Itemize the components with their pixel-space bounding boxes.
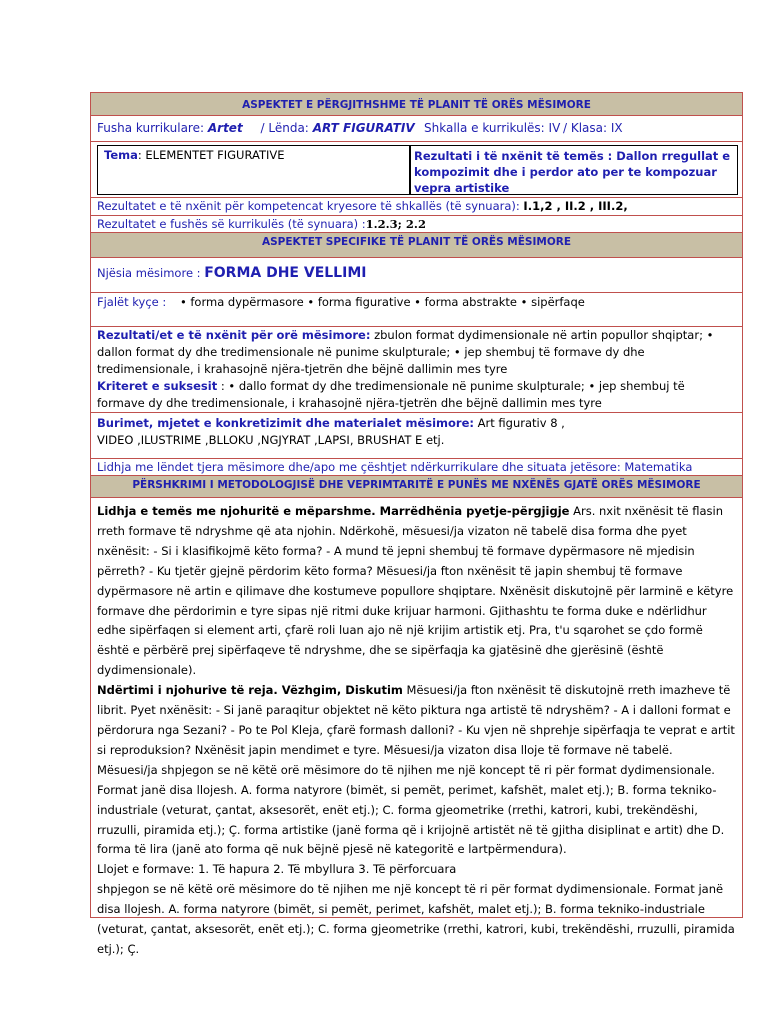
methodology-paragraph-text: Mësuesi/ja fton nxënësit të diskutojnë rreth imazheve të librit. Pyet nxënësit: - Si janë paraqitur objektet në këto piktura nga artistë të ndryshëm? - A i dalloni format e përdorura nga Sezani? - Po te Pol Kleja, çfarë formash dalloni? - Ku vjen në shprehje sipërfaqja te veprat e artit si reproduksion? Nxënësit japin mendimet e tyre. Mësuesi/ja vizaton disa lloje të formave në tabelë. Mësuesi/ja shpjegon se në këtë orë mësimore do të njihen me një koncept të ri për format dydimensionale. Format janë disa llojesh. A. forma natyrore (bimët, si pemët, perimet, kafshët, malet etj.); B. forma tekniko-industriale (veturat, çantat, aksesorët, enët etj.); C. forma gjeometrike (rrethi, katrori, kubi, trekëndëshi, rruzulli, piramida etj.); Ç. forma artistike (janë forma që i krijojnë artistët në të gjitha disiplinat e artit) dhe D. forma të lira (janë ato forma që nuk bëjnë pjesë në kategoritë e lartpërmendura). <box>97 683 735 857</box>
resources-label: Burimet, mjetet e konkretizimit dhe materialet mësimore: <box>97 416 474 430</box>
keywords-label: Fjalët kyçe : <box>97 295 167 309</box>
resources-list: VIDEO ,ILUSTRIME ,BLLOKU ,NGJYRAT ,LAPSI, BRUSHAT E etj. <box>97 433 445 447</box>
topic-outcome-box <box>409 145 738 195</box>
unit-row <box>90 258 743 293</box>
topic-outcome: Rezultati i të nxënit të temës : Dallon rregullat e kompozimit dhe i perdor ato per te kompozuar vepra artistike <box>414 149 731 195</box>
subject-label: / Lënda: <box>260 121 309 135</box>
keywords-value: • forma dypërmasore • forma figurative • forma abstrakte • sipërfaqe <box>179 295 585 309</box>
keywords-row <box>90 293 743 327</box>
methodology-paragraph: Llojet e formave: 1. Të hapura 2. Të mbyllura 3. Të përforcuara <box>97 862 457 877</box>
resources-value: Art figurativ 8 , <box>474 416 565 430</box>
topic-row <box>90 142 743 198</box>
curriculum-level: Shkalla e kurrikulës: IV <box>424 121 561 135</box>
methodology-paragraph-heading: Ndërtimi i njohurive të reja. Vëzhgim, Diskutim <box>97 683 403 698</box>
methodology-paragraph-text: Ars. nxit nxënësit të flasin rreth formave të ndryshme që ata njohin. Ndërkohë, mësuesi/ja vizaton në tabelë disa forma dhe pyet nxënësit: - Si i klasifikojmë këto forma? - A mund të jepni shembuj të formave dypërmasore në mjedisin përreth? - Ku tjetër gjejnë përdorim këto forma? Mësuesi/ja fton nxënësit të japin shembuj të formave dypërmasore në artin e qilimave dhe kostumeve popullore shqiptare. Nxënësit diskutojnë për larminë e këtyre formave dhe përdorimin e tyre sipas një ritmi duke krijuar harmoni. Gjithashtu te forma duke e ndërlidhur edhe sipërfaqen si element arti, çfarë roli luan ajo në një krijim artistik etj. Pra, t'u sqarohet se çdo formë është e përbërë prej sipërfaqeve të ndryshme, dhe se sipërfaqja ka gjatësinë dhe gjerësinë (është dydimensionale). <box>97 504 734 678</box>
unit-label: Njësia mësimore : <box>97 266 201 280</box>
lesson-outcomes-value: zbulon format dydimensionale në artin popullor shqiptar; • dallon format dy dhe tredimensionale në punime skulpturale; • jep shembuj të formave dy dhe tredimensionale, i krahasojnë njëra-tjetrën dhe bëjnë dallimin mes tyre <box>97 328 714 376</box>
unit-value: FORMA DHE VELLIMI <box>204 265 367 281</box>
general-aspects-title: ASPEKTET E PËRGJITHSHME TË PLANIT TË ORËS MËSIMORE <box>242 99 591 111</box>
methodology-paragraph-heading: Lidhja e temës me njohuritë e mëparshme. Marrëdhënia pyetje-përgjigje <box>97 504 570 518</box>
field-label: Fusha kurrikulare: <box>97 121 205 135</box>
field-outcomes-value: 1.2.3; 2.2 <box>365 217 426 231</box>
field-value: Artet <box>207 121 243 135</box>
lesson-plan-document <box>90 92 743 956</box>
lesson-outcomes-label: Rezultati/et e të nxënit për orë mësimore: <box>97 328 371 342</box>
success-criteria-label: Kriteret e suksesit <box>97 379 218 393</box>
topic-label: Tema <box>104 148 138 162</box>
resources-row <box>90 413 743 459</box>
methodology-paragraph <box>97 502 736 681</box>
key-competences-label: Rezultatet e të nxënit për kompetencat kryesore të shkallës (të synuara): <box>97 199 520 213</box>
methodology-paragraph <box>97 681 736 860</box>
general-aspects-header <box>90 92 743 116</box>
subject-value: ART FIGURATIV <box>312 121 415 135</box>
methodology-title: PËRSHKRIMI I METODOLOGJISË DHE VEPRIMTARITË E PUNËS ME NXËNËS GJATË ORËS MËSIMORE <box>132 479 701 491</box>
class-level: / Klasa: IX <box>563 121 623 135</box>
specific-aspects-header <box>90 233 743 258</box>
cross-curricular-text: Lidhja me lëndet tjera mësimore dhe/apo me çështjet ndërkurrikulare dhe situata jetësore: Matematika <box>97 460 693 474</box>
lesson-outcomes-row <box>90 327 743 413</box>
key-competences-value: I.1,2 , II.2 , III.2, <box>523 199 628 213</box>
topic-value: : ELEMENTET FIGURATIVE <box>137 148 285 162</box>
topic-box <box>97 145 411 195</box>
cross-curricular-row <box>90 459 743 476</box>
methodology-header <box>90 476 743 498</box>
methodology-body <box>90 498 743 956</box>
specific-aspects-title: ASPEKTET SPECIFIKE TË PLANIT TË ORËS MËSIMORE <box>261 236 572 248</box>
curriculum-field-row <box>90 116 743 142</box>
key-competences-row <box>90 198 743 216</box>
field-outcomes-row <box>90 216 743 233</box>
methodology-paragraph: shpjegon se në këtë orë mësimore do të njihen me një koncept të ri për format dydimensionale. Format janë disa llojesh. A. forma natyrore (bimët, si pemët, perimet, kafshët, malet etj.); B. forma tekniko-industriale (veturat, çantat, aksesorët, enët etj.); C. forma gjeometrike (rrethi, katrori, kubi, trekëndëshi, rruzulli, piramida etj.); Ç. <box>97 882 735 956</box>
success-criteria-value: : • dallo format dy dhe tredimensionale në punime skulpturale; • jep shembuj të formave dy dhe tredimensionale, i krahasojnë njëra-tjetrën dhe bëjnë dallimin mes tyre <box>97 379 685 410</box>
field-outcomes-label: Rezultatet e fushës së kurrikulës (të synuara) : <box>97 217 366 231</box>
